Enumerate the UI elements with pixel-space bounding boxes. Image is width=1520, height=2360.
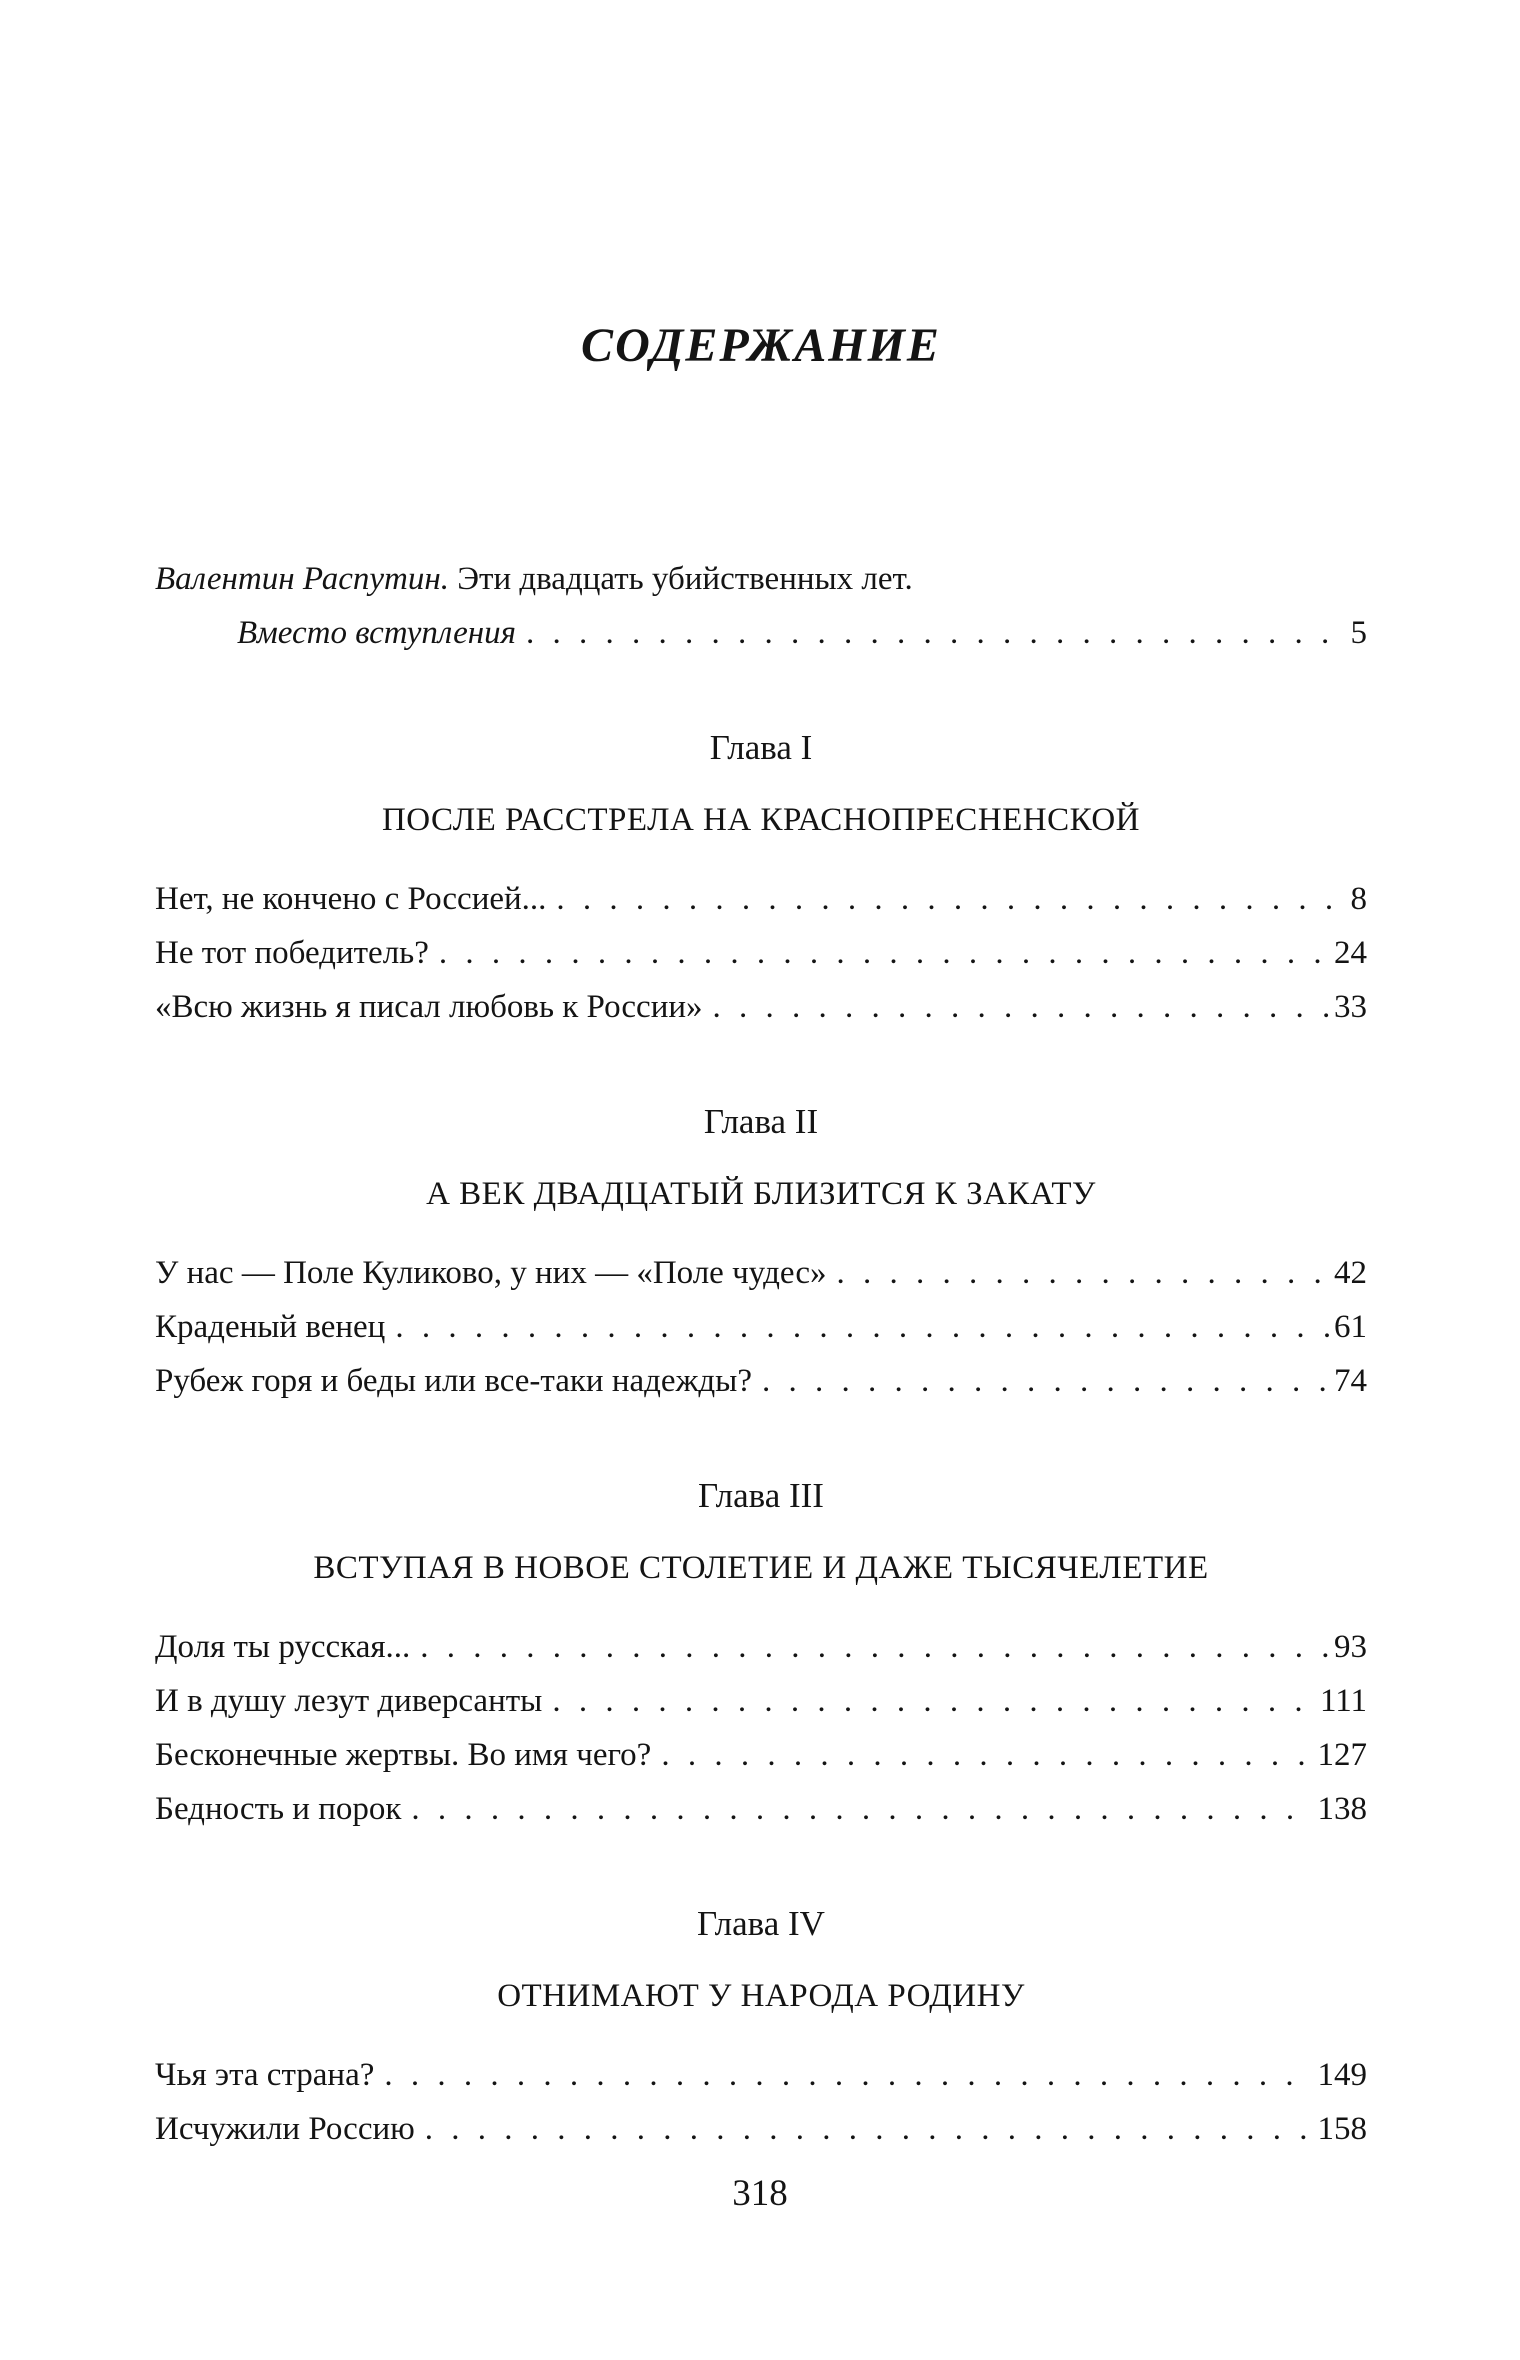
entry-title: Краденый венец bbox=[155, 1309, 386, 1345]
dot-leader bbox=[837, 1246, 1330, 1300]
toc-row bbox=[155, 1728, 1367, 1782]
entry-title: Чья эта страна? bbox=[155, 2057, 375, 2093]
chapter-3-subheading: ВСТУПАЯ В НОВОЕ СТОЛЕТИЕ И ДАЖЕ ТЫСЯЧЕЛЕТИЕ bbox=[313, 1550, 1209, 1586]
entry-title: Рубеж горя и беды или все-таки надежды? bbox=[155, 1363, 752, 1399]
intro-subtitle: Вместо вступления bbox=[237, 615, 516, 651]
dot-leader bbox=[556, 872, 1346, 926]
toc-row bbox=[155, 1300, 1367, 1354]
page-number: 93 bbox=[1334, 1629, 1367, 1665]
page-number: 149 bbox=[1317, 2057, 1367, 2093]
page-number: 127 bbox=[1317, 1737, 1367, 1773]
intro-title-line bbox=[155, 552, 1367, 606]
page-number: 158 bbox=[1317, 2111, 1367, 2147]
chapter-3-entries bbox=[155, 1620, 1367, 1836]
toc-row bbox=[155, 1620, 1367, 1674]
dot-leader bbox=[384, 2048, 1313, 2102]
page-number: 24 bbox=[1334, 935, 1367, 971]
chapter-4-subheading: ОТНИМАЮТ У НАРОДА РОДИНУ bbox=[497, 1978, 1025, 2014]
chapter-3 bbox=[155, 1474, 1367, 1836]
chapter-1-subheading: ПОСЛЕ РАССТРЕЛА НА КРАСНОПРЕСНЕНСКОЙ bbox=[381, 802, 1141, 838]
dot-leader bbox=[411, 1782, 1313, 1836]
entry-title: У нас — Поле Куликово, у них — «Поле чудес» bbox=[155, 1255, 827, 1291]
chapter-2 bbox=[155, 1100, 1367, 1408]
folio-page-number: 318 bbox=[732, 2173, 788, 2214]
page-number: 138 bbox=[1317, 1791, 1367, 1827]
chapter-2-subheading: А ВЕК ДВАДЦАТЫЙ БЛИЗИТСЯ К ЗАКАТУ bbox=[426, 1176, 1096, 1212]
entry-title: И в душу лезут диверсанты bbox=[155, 1683, 543, 1719]
toc-row bbox=[155, 1354, 1367, 1408]
toc-row bbox=[155, 926, 1367, 980]
dot-leader bbox=[439, 926, 1330, 980]
page-title: СОДЕРЖАНИЕ bbox=[581, 319, 941, 372]
dot-leader bbox=[762, 1354, 1330, 1408]
intro-work-title: Эти двадцать убийственных лет. bbox=[457, 561, 913, 597]
chapter-3-heading: Глава III bbox=[698, 1476, 824, 1515]
page-number: 8 bbox=[1350, 881, 1367, 917]
dot-leader bbox=[552, 1674, 1316, 1728]
entry-title: Нет, не кончено с Россией... bbox=[155, 881, 547, 917]
entry-title: Доля ты русская... bbox=[155, 1629, 411, 1665]
entry-title: Не тот победитель? bbox=[155, 935, 429, 971]
toc-row bbox=[155, 1674, 1367, 1728]
entry-title: Исчужили Россию bbox=[155, 2111, 415, 2147]
chapter-1-heading: Глава I bbox=[709, 728, 813, 767]
toc-row bbox=[155, 1782, 1367, 1836]
chapter-4-heading: Глава IV bbox=[697, 1904, 825, 1943]
dot-leader bbox=[661, 1728, 1313, 1782]
dot-leader bbox=[395, 1300, 1330, 1354]
chapter-1-entries bbox=[155, 872, 1367, 1034]
toc-row bbox=[155, 2102, 1367, 2156]
toc-row bbox=[155, 2048, 1367, 2102]
dot-leader bbox=[420, 1620, 1330, 1674]
intro-author: Валентин Распутин. bbox=[155, 561, 449, 597]
chapter-2-heading: Глава II bbox=[703, 1102, 819, 1141]
toc-row bbox=[155, 1246, 1367, 1300]
dot-leader bbox=[713, 980, 1330, 1034]
chapter-4-entries bbox=[155, 2048, 1367, 2156]
chapter-2-entries bbox=[155, 1246, 1367, 1408]
dot-leader bbox=[425, 2102, 1314, 2156]
toc-row bbox=[155, 606, 1367, 660]
page-number: 42 bbox=[1334, 1255, 1367, 1291]
page-number: 74 bbox=[1334, 1363, 1367, 1399]
page-number: 61 bbox=[1334, 1309, 1367, 1345]
intro-entry bbox=[155, 552, 1367, 660]
toc-row bbox=[155, 980, 1367, 1034]
page-number: 111 bbox=[1319, 1683, 1367, 1719]
page-number: 33 bbox=[1334, 989, 1367, 1025]
entry-title: Бедность и порок bbox=[155, 1791, 402, 1827]
toc-row bbox=[155, 872, 1367, 926]
entry-title: «Всю жизнь я писал любовь к России» bbox=[155, 989, 703, 1025]
dot-leader bbox=[526, 606, 1347, 660]
page-number: 5 bbox=[1350, 615, 1367, 651]
chapter-4 bbox=[155, 1902, 1367, 2156]
chapter-1 bbox=[155, 726, 1367, 1034]
entry-title: Бесконечные жертвы. Во имя чего? bbox=[155, 1737, 652, 1773]
